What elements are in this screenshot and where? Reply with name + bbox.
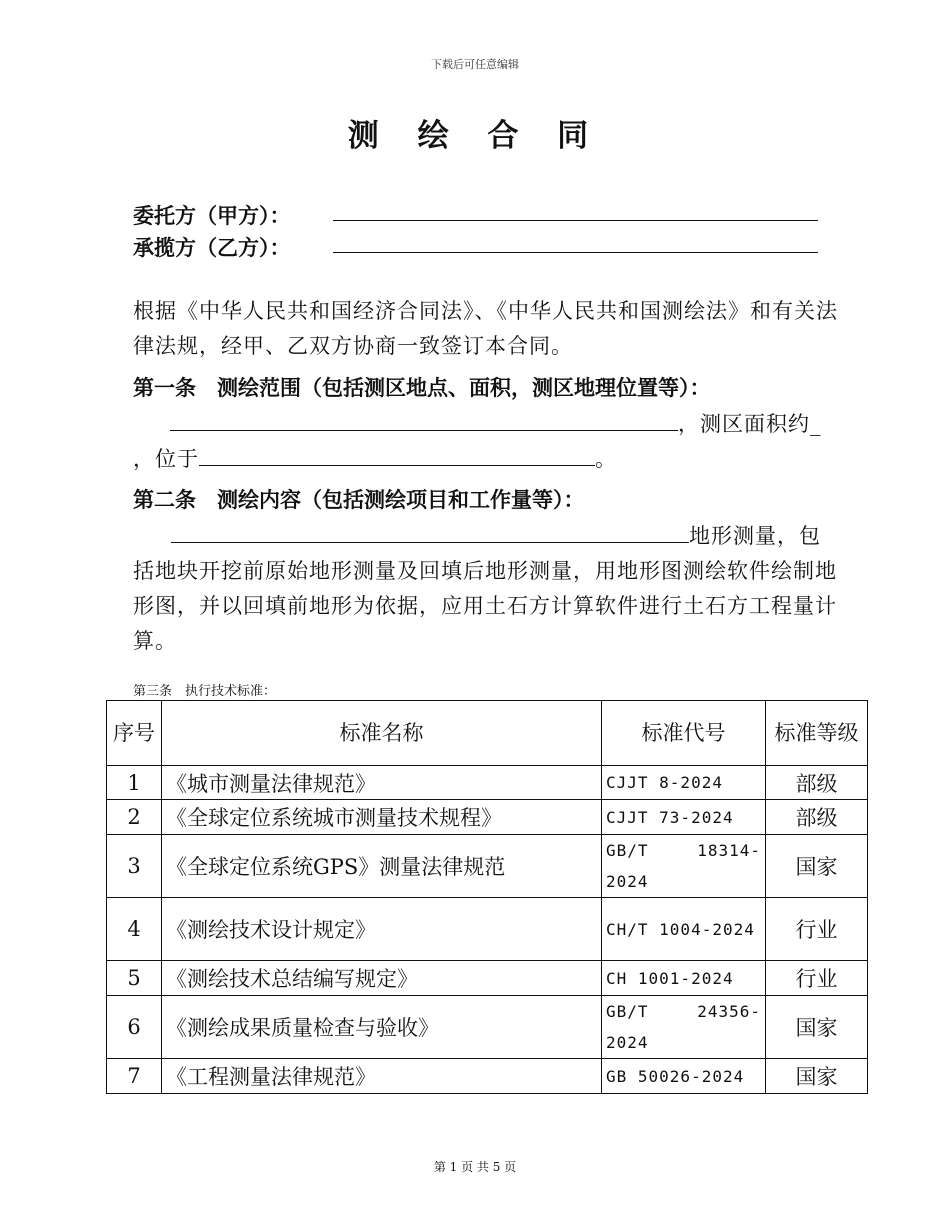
row-code: CH/T 1004-2024 [602, 898, 766, 961]
row-code: CJJT 8-2024 [602, 766, 766, 800]
row-no: 4 [107, 898, 162, 961]
party-a-label: 委托方（甲方）： [133, 203, 291, 228]
article1-line1 [133, 407, 843, 442]
row-code: GB/T 24356-2024 [602, 996, 766, 1059]
row-code: GB 50026-2024 [602, 1059, 766, 1094]
header-note: 下载后可任意编辑 [431, 58, 519, 71]
article1-location-blank[interactable] [170, 408, 678, 431]
row-name: 《工程测量法律规范》 [162, 1059, 602, 1094]
table-row [107, 1059, 868, 1094]
row-code: CJJT 73-2024 [602, 800, 766, 835]
row-no: 7 [107, 1059, 162, 1094]
table-row [107, 835, 868, 898]
table-row [107, 766, 868, 800]
row-no: 5 [107, 961, 162, 996]
article1-area-text: ，测区面积约_ [678, 412, 822, 436]
article2-body: 括地块开挖前原始地形测量及回填后地形测量，用地形图测绘软件绘制地形图，并以回填前地形为依据，应用土石方计算软件进行土石方工程量计算。 [133, 559, 837, 653]
table-header-row [107, 701, 868, 766]
row-name: 《全球定位系统城市测量技术规程》 [162, 800, 602, 835]
row-level: 国家 [766, 1059, 868, 1094]
article1-position-blank[interactable] [199, 443, 595, 466]
row-level: 国家 [766, 835, 868, 898]
standards-table [106, 700, 868, 1094]
intro-paragraph: 根据《中华人民共和国经济合同法》、《中华人民共和国测绘法》和有关法律法规，经甲、乙双方协商一致签订本合同。 [133, 299, 838, 358]
article1-heading: 第一条 测绘范围（包括测区地点、面积，测区地理位置等）： [133, 375, 711, 400]
row-level: 部级 [766, 766, 868, 800]
party-b-blank-line[interactable] [333, 252, 818, 253]
row-code: CH 1001-2024 [602, 961, 766, 996]
row-code: GB/T 18314-2024 [602, 835, 766, 898]
party-a-blank-line[interactable] [333, 220, 818, 221]
row-no: 2 [107, 800, 162, 835]
table-row [107, 800, 868, 835]
article2-heading: 第二条 测绘内容（包括测绘项目和工作量等）： [133, 487, 585, 512]
col-header-no: 序号 [107, 701, 162, 766]
table-row [107, 996, 868, 1059]
row-level: 行业 [766, 961, 868, 996]
row-no: 1 [107, 766, 162, 800]
article2-line1 [133, 519, 843, 554]
row-name: 《测绘技术设计规定》 [162, 898, 602, 961]
col-header-level: 标准等级 [766, 701, 868, 766]
article2-project-blank[interactable] [171, 520, 689, 543]
article1-position-prefix: ，位于 [133, 447, 199, 471]
article1-line2 [133, 442, 843, 477]
row-name: 《测绘技术总结编写规定》 [162, 961, 602, 996]
row-name: 《城市测量法律规范》 [162, 766, 602, 800]
row-level: 部级 [766, 800, 868, 835]
article3-heading: 第三条 执行技术标准： [133, 684, 277, 699]
row-level: 国家 [766, 996, 868, 1059]
table-row [107, 898, 868, 961]
article2-line1-text: 地形测量，包 [689, 524, 821, 548]
row-name: 《全球定位系统GPS》测量法律规范 [162, 835, 602, 898]
party-b-row [133, 232, 291, 262]
row-no: 6 [107, 996, 162, 1059]
row-name: 《测绘成果质量检查与验收》 [162, 996, 602, 1059]
page-footer: 第 1 页 共 5 页 [433, 1160, 517, 1174]
table-row [107, 961, 868, 996]
row-no: 3 [107, 835, 162, 898]
row-level: 行业 [766, 898, 868, 961]
party-b-label: 承揽方（乙方）： [133, 235, 291, 260]
col-header-code: 标准代号 [602, 701, 766, 766]
party-a-row [133, 200, 291, 230]
col-header-name: 标准名称 [162, 701, 602, 766]
article1-position-suffix: 。 [595, 447, 617, 471]
document-title: 测 绘 合 同 [347, 118, 603, 154]
